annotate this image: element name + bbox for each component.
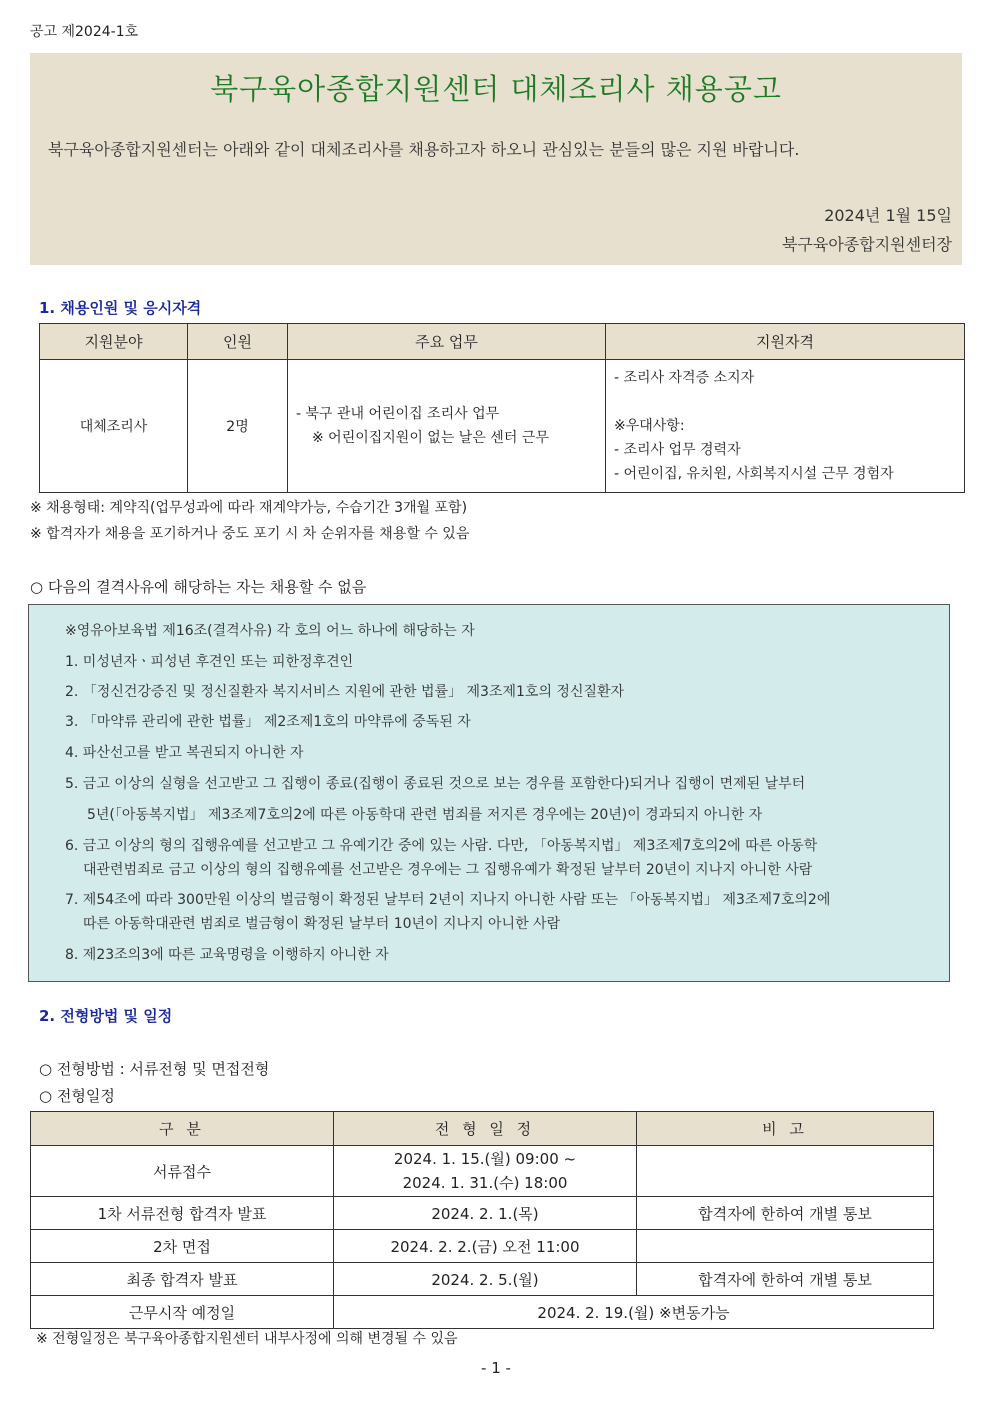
col-header-remarks: 비 고 bbox=[637, 1112, 934, 1146]
cell-stage: 근무시작 예정일 bbox=[31, 1296, 334, 1329]
section1-title: 1. 채용인원 및 응시자격 bbox=[39, 299, 202, 317]
table-row bbox=[31, 1146, 934, 1197]
col-header-count: 인원 bbox=[188, 324, 288, 360]
list-item: 6. 금고 이상의 형의 집행유예를 선고받고 그 유예기간 중에 있는 사람. 다만, 「아동복지법」 제3조제7호의2에 따른 아동학 bbox=[65, 838, 818, 854]
notice-number: 공고 제2024-1호 bbox=[30, 24, 139, 40]
cell-remarks bbox=[637, 1146, 934, 1197]
list-item: 7. 제54조에 따라 300만원 이상의 벌금형이 확정된 날부터 2년이 지나지 아니한 사람 또는 「아동복지법」 제3조제7호의2에 bbox=[65, 892, 831, 908]
col-header-stage: 구 분 bbox=[31, 1112, 334, 1146]
section2-title: 2. 전형방법 및 일정 bbox=[39, 1007, 173, 1025]
disqualification-box bbox=[28, 604, 950, 982]
list-item: 4. 파산선고를 받고 복권되지 아니한 자 bbox=[65, 745, 304, 761]
announcement-date: 2024년 1월 15일 bbox=[824, 206, 952, 225]
cell-stage: 1차 서류전형 합격자 발표 bbox=[31, 1197, 334, 1230]
table-row bbox=[31, 1197, 934, 1230]
table-row bbox=[31, 1230, 934, 1263]
schedule-footnote: ※ 전형일정은 북구육아종합지원센터 내부사정에 의해 변경될 수 있음 bbox=[36, 1331, 458, 1347]
cell-remarks: 합격자에 한하여 개별 통보 bbox=[637, 1263, 934, 1296]
list-item-continued: 5년(「아동복지법」 제3조제7호의2에 따른 아동학대 관련 범죄를 저지른 경우에는 20년)이 경과되지 아니한 자 bbox=[87, 807, 763, 823]
recruitment-table bbox=[39, 323, 965, 493]
col-header-schedule: 전 형 일 정 bbox=[334, 1112, 637, 1146]
cell-stage: 최종 합격자 발표 bbox=[31, 1263, 334, 1296]
replacement-note: ※ 합격자가 채용을 포기하거나 중도 포기 시 차 순위자를 채용할 수 있음 bbox=[30, 526, 470, 542]
schedule-line: 2024. 1. 15.(월) 09:00 ~ bbox=[393, 1150, 577, 1168]
cell-count: 2명 bbox=[188, 360, 288, 493]
col-header-field: 지원분야 bbox=[40, 324, 188, 360]
cell-field: 대체조리사 bbox=[40, 360, 188, 493]
cell-remarks: 합격자에 한하여 개별 통보 bbox=[637, 1197, 934, 1230]
qual-line: ※우대사항: bbox=[614, 418, 685, 434]
list-item-continued: 대관련범죄로 금고 이상의 형의 집행유예를 선고받은 경우에는 그 집행유예가 확정된 날부터 20년이 지나지 아니한 사람 bbox=[83, 862, 813, 878]
schedule-table bbox=[30, 1111, 934, 1329]
cell-schedule: 2024. 2. 19.(월) ※변동가능 bbox=[334, 1296, 934, 1329]
issuer: 북구육아종합지원센터장 bbox=[781, 235, 952, 254]
cell-stage: 서류접수 bbox=[31, 1146, 334, 1197]
qual-line: - 어린이집, 유치원, 사회복지시설 근무 경험자 bbox=[614, 466, 894, 482]
col-header-qualification: 지원자격 bbox=[606, 324, 965, 360]
list-item: 8. 제23조의3에 따른 교육명령을 이행하지 아니한 자 bbox=[65, 947, 389, 963]
list-item-continued: 따른 아동학대관련 범죄로 벌금형이 확정된 날부터 10년이 지나지 아니한 사람 bbox=[83, 916, 561, 932]
duty-note: ※ 어린이집지원이 없는 날은 센터 근무 bbox=[312, 430, 549, 446]
cell-schedule bbox=[334, 1146, 637, 1197]
list-item: 3. 「마약류 관리에 관한 법률」 제2조제1호의 마약류에 중독된 자 bbox=[65, 714, 471, 730]
cell-schedule: 2024. 2. 1.(목) bbox=[334, 1197, 637, 1230]
employment-note: ※ 채용형태: 계약직(업무성과에 따라 재계약가능, 수습기간 3개월 포함) bbox=[30, 500, 468, 516]
cell-remarks bbox=[637, 1230, 934, 1263]
selection-method: ○ 전형방법 : 서류전형 및 면접전형 bbox=[39, 1060, 270, 1078]
table-row bbox=[40, 360, 965, 493]
intro-text: 북구육아종합지원센터는 아래와 같이 대체조리사를 채용하고자 하오니 관심있는 분들의 많은 지원 바랍니다. bbox=[48, 140, 800, 159]
col-header-duty: 주요 업무 bbox=[288, 324, 606, 360]
header-box bbox=[30, 53, 962, 265]
table-row bbox=[31, 1296, 934, 1329]
qual-line: - 조리사 업무 경력자 bbox=[614, 442, 741, 458]
page-title: 북구육아종합지원센터 대체조리사 채용공고 bbox=[210, 72, 782, 106]
disqualification-intro: ※영유아보육법 제16조(결격사유) 각 호의 어느 하나에 해당하는 자 bbox=[65, 623, 475, 639]
cell-qualification bbox=[606, 360, 965, 493]
duty-line: - 북구 관내 어린이집 조리사 업무 bbox=[296, 406, 500, 422]
table-header-row bbox=[31, 1112, 934, 1146]
disqualification-heading: ○ 다음의 결격사유에 해당하는 자는 채용할 수 없음 bbox=[30, 578, 367, 596]
list-item: 2. 「정신건강증진 및 정신질환자 복지서비스 지원에 관한 법률」 제3조제1호의 정신질환자 bbox=[65, 684, 625, 700]
cell-duty bbox=[288, 360, 606, 493]
cell-stage: 2차 면접 bbox=[31, 1230, 334, 1263]
page-number: - 1 - bbox=[481, 1359, 511, 1377]
table-header-row bbox=[40, 324, 965, 360]
schedule-line: 2024. 1. 31.(수) 18:00 bbox=[402, 1174, 568, 1192]
list-item: 1. 미성년자ㆍ피성년 후견인 또는 피한정후견인 bbox=[65, 654, 354, 670]
schedule-heading: ○ 전형일정 bbox=[39, 1087, 115, 1105]
cell-schedule: 2024. 2. 2.(금) 오전 11:00 bbox=[334, 1230, 637, 1263]
qual-line: - 조리사 자격증 소지자 bbox=[614, 370, 755, 386]
cell-schedule: 2024. 2. 5.(월) bbox=[334, 1263, 637, 1296]
table-row bbox=[31, 1263, 934, 1296]
list-item: 5. 금고 이상의 실형을 선고받고 그 집행이 종료(집행이 종료된 것으로 보는 경우를 포함한다)되거나 집행이 면제된 날부터 bbox=[65, 776, 806, 792]
